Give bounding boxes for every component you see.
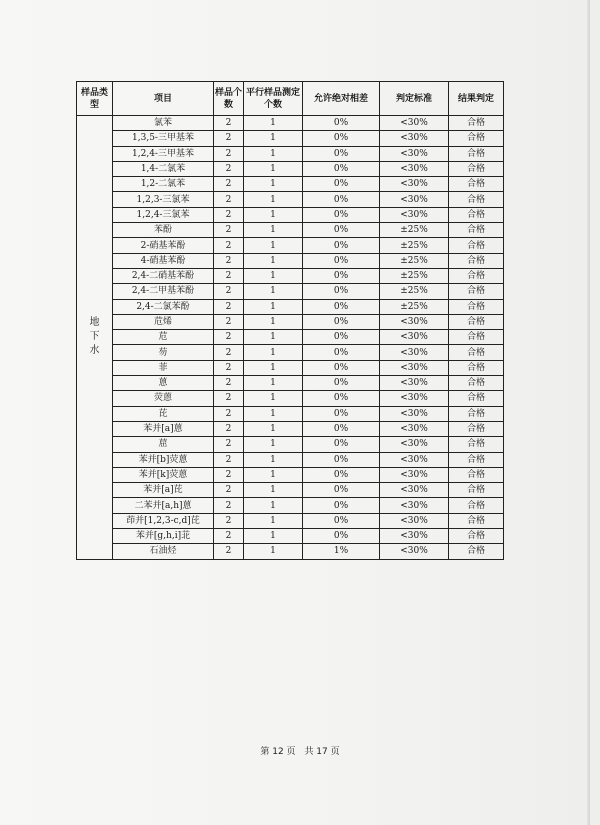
table-row bbox=[77, 437, 504, 452]
cell-result: 合格 bbox=[449, 437, 504, 452]
table-row bbox=[77, 421, 504, 436]
cell-sample-count: 2 bbox=[214, 406, 244, 421]
cell-sample-count: 2 bbox=[214, 391, 244, 406]
table-row bbox=[77, 406, 504, 421]
cell-sample-count: 2 bbox=[214, 467, 244, 482]
cell-parallel-count: 1 bbox=[244, 360, 303, 375]
cell-parallel-count: 1 bbox=[244, 467, 303, 482]
cell-sample-count: 2 bbox=[214, 177, 244, 192]
table-row bbox=[77, 498, 504, 513]
cell-item: 苯并[g,h,i]苝 bbox=[113, 529, 214, 544]
cell-sample-count: 2 bbox=[214, 253, 244, 268]
cell-parallel-count: 1 bbox=[244, 253, 303, 268]
cell-sample-count: 2 bbox=[214, 483, 244, 498]
cell-standard: <30% bbox=[380, 146, 449, 161]
cell-parallel-count: 1 bbox=[244, 131, 303, 146]
cell-standard: <30% bbox=[380, 207, 449, 222]
cell-allowed-difference: 0% bbox=[303, 161, 380, 176]
cell-allowed-difference: 1% bbox=[303, 544, 380, 559]
cell-result: 合格 bbox=[449, 299, 504, 314]
cell-sample-count: 2 bbox=[214, 314, 244, 329]
cell-allowed-difference: 0% bbox=[303, 223, 380, 238]
cell-sample-count: 2 bbox=[214, 146, 244, 161]
cell-allowed-difference: 0% bbox=[303, 498, 380, 513]
cell-item: 氯苯 bbox=[113, 116, 214, 131]
cell-sample-count: 2 bbox=[214, 437, 244, 452]
cell-result: 合格 bbox=[449, 177, 504, 192]
cell-sample-count: 2 bbox=[214, 223, 244, 238]
cell-parallel-count: 1 bbox=[244, 284, 303, 299]
cell-allowed-difference: 0% bbox=[303, 467, 380, 482]
cell-standard: <30% bbox=[380, 345, 449, 360]
sample-type-char: 水 bbox=[89, 345, 100, 357]
cell-item: 2,4-二氯苯酚 bbox=[113, 299, 214, 314]
cell-sample-count: 2 bbox=[214, 207, 244, 222]
cell-result: 合格 bbox=[449, 131, 504, 146]
cell-allowed-difference: 0% bbox=[303, 529, 380, 544]
cell-result: 合格 bbox=[449, 314, 504, 329]
table-row bbox=[77, 116, 504, 131]
header-allowed-difference: 允许绝对相差 bbox=[303, 82, 380, 116]
cell-standard: ±25% bbox=[380, 299, 449, 314]
table-row bbox=[77, 314, 504, 329]
cell-standard: <30% bbox=[380, 406, 449, 421]
cell-item: 1,3,5-三甲基苯 bbox=[113, 131, 214, 146]
cell-item: 苯并[a]芘 bbox=[113, 483, 214, 498]
cell-result: 合格 bbox=[449, 345, 504, 360]
cell-item: 苯并[k]荧蒽 bbox=[113, 467, 214, 482]
cell-item: 苊烯 bbox=[113, 314, 214, 329]
table-row bbox=[77, 391, 504, 406]
cell-standard: <30% bbox=[380, 391, 449, 406]
cell-sample-count: 2 bbox=[214, 284, 244, 299]
cell-result: 合格 bbox=[449, 421, 504, 436]
cell-result: 合格 bbox=[449, 406, 504, 421]
table-row bbox=[77, 284, 504, 299]
header-result: 结果判定 bbox=[449, 82, 504, 116]
sample-type-char: 下 bbox=[89, 331, 100, 343]
table-row bbox=[77, 529, 504, 544]
cell-parallel-count: 1 bbox=[244, 207, 303, 222]
table-body bbox=[77, 116, 504, 560]
cell-allowed-difference: 0% bbox=[303, 253, 380, 268]
cell-allowed-difference: 0% bbox=[303, 268, 380, 283]
cell-allowed-difference: 0% bbox=[303, 131, 380, 146]
cell-standard: <30% bbox=[380, 513, 449, 528]
cell-parallel-count: 1 bbox=[244, 116, 303, 131]
cell-standard: <30% bbox=[380, 131, 449, 146]
page-number: 第 12 页 bbox=[260, 747, 296, 757]
cell-result: 合格 bbox=[449, 146, 504, 161]
table-row bbox=[77, 360, 504, 375]
sample-type-cell bbox=[77, 116, 113, 560]
cell-sample-count: 2 bbox=[214, 376, 244, 391]
table-row bbox=[77, 207, 504, 222]
cell-result: 合格 bbox=[449, 268, 504, 283]
page-total: 共 17 页 bbox=[304, 747, 340, 757]
cell-standard: <30% bbox=[380, 544, 449, 559]
cell-sample-count: 2 bbox=[214, 330, 244, 345]
cell-item: 1,4-二氯苯 bbox=[113, 161, 214, 176]
cell-parallel-count: 1 bbox=[244, 498, 303, 513]
table-row bbox=[77, 345, 504, 360]
cell-result: 合格 bbox=[449, 452, 504, 467]
table-row bbox=[77, 513, 504, 528]
cell-item: 茚并[1,2,3-c,d]芘 bbox=[113, 513, 214, 528]
table-row bbox=[77, 330, 504, 345]
cell-item: 苯并[a]蒽 bbox=[113, 421, 214, 436]
cell-standard: ±25% bbox=[380, 284, 449, 299]
cell-parallel-count: 1 bbox=[244, 146, 303, 161]
cell-sample-count: 2 bbox=[214, 360, 244, 375]
cell-parallel-count: 1 bbox=[244, 544, 303, 559]
cell-parallel-count: 1 bbox=[244, 177, 303, 192]
cell-parallel-count: 1 bbox=[244, 421, 303, 436]
table-row bbox=[77, 223, 504, 238]
cell-result: 合格 bbox=[449, 360, 504, 375]
header-sample-type: 样品类型 bbox=[77, 82, 113, 116]
cell-sample-count: 2 bbox=[214, 544, 244, 559]
cell-item: 1,2,3-三氯苯 bbox=[113, 192, 214, 207]
cell-sample-count: 2 bbox=[214, 452, 244, 467]
table-row bbox=[77, 192, 504, 207]
cell-sample-count: 2 bbox=[214, 529, 244, 544]
cell-parallel-count: 1 bbox=[244, 192, 303, 207]
cell-parallel-count: 1 bbox=[244, 330, 303, 345]
cell-item: 2,4-二硝基苯酚 bbox=[113, 268, 214, 283]
cell-allowed-difference: 0% bbox=[303, 314, 380, 329]
table-header-row bbox=[77, 82, 504, 116]
cell-sample-count: 2 bbox=[214, 238, 244, 253]
cell-standard: <30% bbox=[380, 421, 449, 436]
cell-standard: <30% bbox=[380, 116, 449, 131]
cell-standard: <30% bbox=[380, 314, 449, 329]
header-item: 项目 bbox=[113, 82, 214, 116]
cell-item: 2,4-二甲基苯酚 bbox=[113, 284, 214, 299]
cell-item: 蒽 bbox=[113, 376, 214, 391]
cell-allowed-difference: 0% bbox=[303, 146, 380, 161]
cell-standard: <30% bbox=[380, 498, 449, 513]
cell-parallel-count: 1 bbox=[244, 268, 303, 283]
cell-result: 合格 bbox=[449, 513, 504, 528]
cell-item: 石油烃 bbox=[113, 544, 214, 559]
cell-allowed-difference: 0% bbox=[303, 345, 380, 360]
cell-result: 合格 bbox=[449, 192, 504, 207]
cell-sample-count: 2 bbox=[214, 116, 244, 131]
cell-sample-count: 2 bbox=[214, 421, 244, 436]
cell-result: 合格 bbox=[449, 529, 504, 544]
cell-allowed-difference: 0% bbox=[303, 238, 380, 253]
cell-item: 荧蒽 bbox=[113, 391, 214, 406]
cell-allowed-difference: 0% bbox=[303, 452, 380, 467]
cell-sample-count: 2 bbox=[214, 161, 244, 176]
qc-results-table bbox=[76, 81, 504, 560]
cell-result: 合格 bbox=[449, 376, 504, 391]
cell-allowed-difference: 0% bbox=[303, 116, 380, 131]
cell-standard: ±25% bbox=[380, 223, 449, 238]
table-row bbox=[77, 544, 504, 559]
cell-sample-count: 2 bbox=[214, 268, 244, 283]
cell-result: 合格 bbox=[449, 284, 504, 299]
cell-result: 合格 bbox=[449, 544, 504, 559]
cell-item: 二苯并[a,h]蒽 bbox=[113, 498, 214, 513]
cell-sample-count: 2 bbox=[214, 192, 244, 207]
cell-sample-count: 2 bbox=[214, 345, 244, 360]
cell-allowed-difference: 0% bbox=[303, 483, 380, 498]
cell-result: 合格 bbox=[449, 483, 504, 498]
cell-allowed-difference: 0% bbox=[303, 177, 380, 192]
cell-standard: <30% bbox=[380, 467, 449, 482]
table-row bbox=[77, 253, 504, 268]
cell-result: 合格 bbox=[449, 498, 504, 513]
cell-parallel-count: 1 bbox=[244, 529, 303, 544]
cell-parallel-count: 1 bbox=[244, 345, 303, 360]
cell-standard: <30% bbox=[380, 360, 449, 375]
cell-parallel-count: 1 bbox=[244, 437, 303, 452]
cell-parallel-count: 1 bbox=[244, 483, 303, 498]
page-footer bbox=[0, 744, 600, 757]
cell-result: 合格 bbox=[449, 253, 504, 268]
cell-allowed-difference: 0% bbox=[303, 406, 380, 421]
cell-parallel-count: 1 bbox=[244, 223, 303, 238]
sample-type-char: 地 bbox=[89, 317, 100, 329]
cell-standard: ±25% bbox=[380, 268, 449, 283]
table-row bbox=[77, 452, 504, 467]
cell-item: 1,2,4-三甲基苯 bbox=[113, 146, 214, 161]
table-row bbox=[77, 376, 504, 391]
cell-allowed-difference: 0% bbox=[303, 207, 380, 222]
cell-parallel-count: 1 bbox=[244, 161, 303, 176]
cell-sample-count: 2 bbox=[214, 513, 244, 528]
cell-allowed-difference: 0% bbox=[303, 284, 380, 299]
cell-allowed-difference: 0% bbox=[303, 391, 380, 406]
table-row bbox=[77, 238, 504, 253]
cell-standard: <30% bbox=[380, 483, 449, 498]
header-sample-count: 样品个数 bbox=[214, 82, 244, 116]
cell-standard: <30% bbox=[380, 330, 449, 345]
cell-allowed-difference: 0% bbox=[303, 513, 380, 528]
table-row bbox=[77, 131, 504, 146]
table-row bbox=[77, 146, 504, 161]
cell-allowed-difference: 0% bbox=[303, 376, 380, 391]
cell-sample-count: 2 bbox=[214, 299, 244, 314]
cell-parallel-count: 1 bbox=[244, 513, 303, 528]
cell-result: 合格 bbox=[449, 223, 504, 238]
page-edge-shadow bbox=[587, 0, 590, 825]
cell-item: 4-硝基苯酚 bbox=[113, 253, 214, 268]
cell-allowed-difference: 0% bbox=[303, 360, 380, 375]
cell-allowed-difference: 0% bbox=[303, 299, 380, 314]
table-row bbox=[77, 177, 504, 192]
cell-allowed-difference: 0% bbox=[303, 330, 380, 345]
cell-standard: <30% bbox=[380, 177, 449, 192]
cell-result: 合格 bbox=[449, 467, 504, 482]
cell-item: 苊 bbox=[113, 330, 214, 345]
cell-standard: <30% bbox=[380, 529, 449, 544]
table-row bbox=[77, 299, 504, 314]
cell-standard: ±25% bbox=[380, 238, 449, 253]
cell-parallel-count: 1 bbox=[244, 376, 303, 391]
cell-item: 芘 bbox=[113, 406, 214, 421]
cell-item: 芴 bbox=[113, 345, 214, 360]
cell-standard: <30% bbox=[380, 437, 449, 452]
cell-item: 菲 bbox=[113, 360, 214, 375]
cell-result: 合格 bbox=[449, 238, 504, 253]
cell-result: 合格 bbox=[449, 330, 504, 345]
cell-standard: <30% bbox=[380, 192, 449, 207]
cell-parallel-count: 1 bbox=[244, 391, 303, 406]
cell-standard: <30% bbox=[380, 376, 449, 391]
cell-allowed-difference: 0% bbox=[303, 192, 380, 207]
cell-standard: <30% bbox=[380, 452, 449, 467]
cell-parallel-count: 1 bbox=[244, 238, 303, 253]
cell-item: 2-硝基苯酚 bbox=[113, 238, 214, 253]
cell-item: 1,2,4-三氯苯 bbox=[113, 207, 214, 222]
cell-item: 苯酚 bbox=[113, 223, 214, 238]
cell-parallel-count: 1 bbox=[244, 299, 303, 314]
cell-parallel-count: 1 bbox=[244, 452, 303, 467]
cell-allowed-difference: 0% bbox=[303, 437, 380, 452]
cell-result: 合格 bbox=[449, 161, 504, 176]
header-parallel-count: 平行样品测定个数 bbox=[244, 82, 303, 116]
table-row bbox=[77, 467, 504, 482]
cell-item: 䓛 bbox=[113, 437, 214, 452]
table-row bbox=[77, 161, 504, 176]
cell-standard: <30% bbox=[380, 161, 449, 176]
cell-result: 合格 bbox=[449, 116, 504, 131]
cell-standard: ±25% bbox=[380, 253, 449, 268]
cell-sample-count: 2 bbox=[214, 498, 244, 513]
cell-parallel-count: 1 bbox=[244, 314, 303, 329]
cell-item: 1,2-二氯苯 bbox=[113, 177, 214, 192]
table-row bbox=[77, 483, 504, 498]
cell-sample-count: 2 bbox=[214, 131, 244, 146]
cell-parallel-count: 1 bbox=[244, 406, 303, 421]
cell-allowed-difference: 0% bbox=[303, 421, 380, 436]
cell-result: 合格 bbox=[449, 391, 504, 406]
cell-result: 合格 bbox=[449, 207, 504, 222]
table-row bbox=[77, 268, 504, 283]
cell-item: 苯并[b]荧蒽 bbox=[113, 452, 214, 467]
header-standard: 判定标准 bbox=[380, 82, 449, 116]
